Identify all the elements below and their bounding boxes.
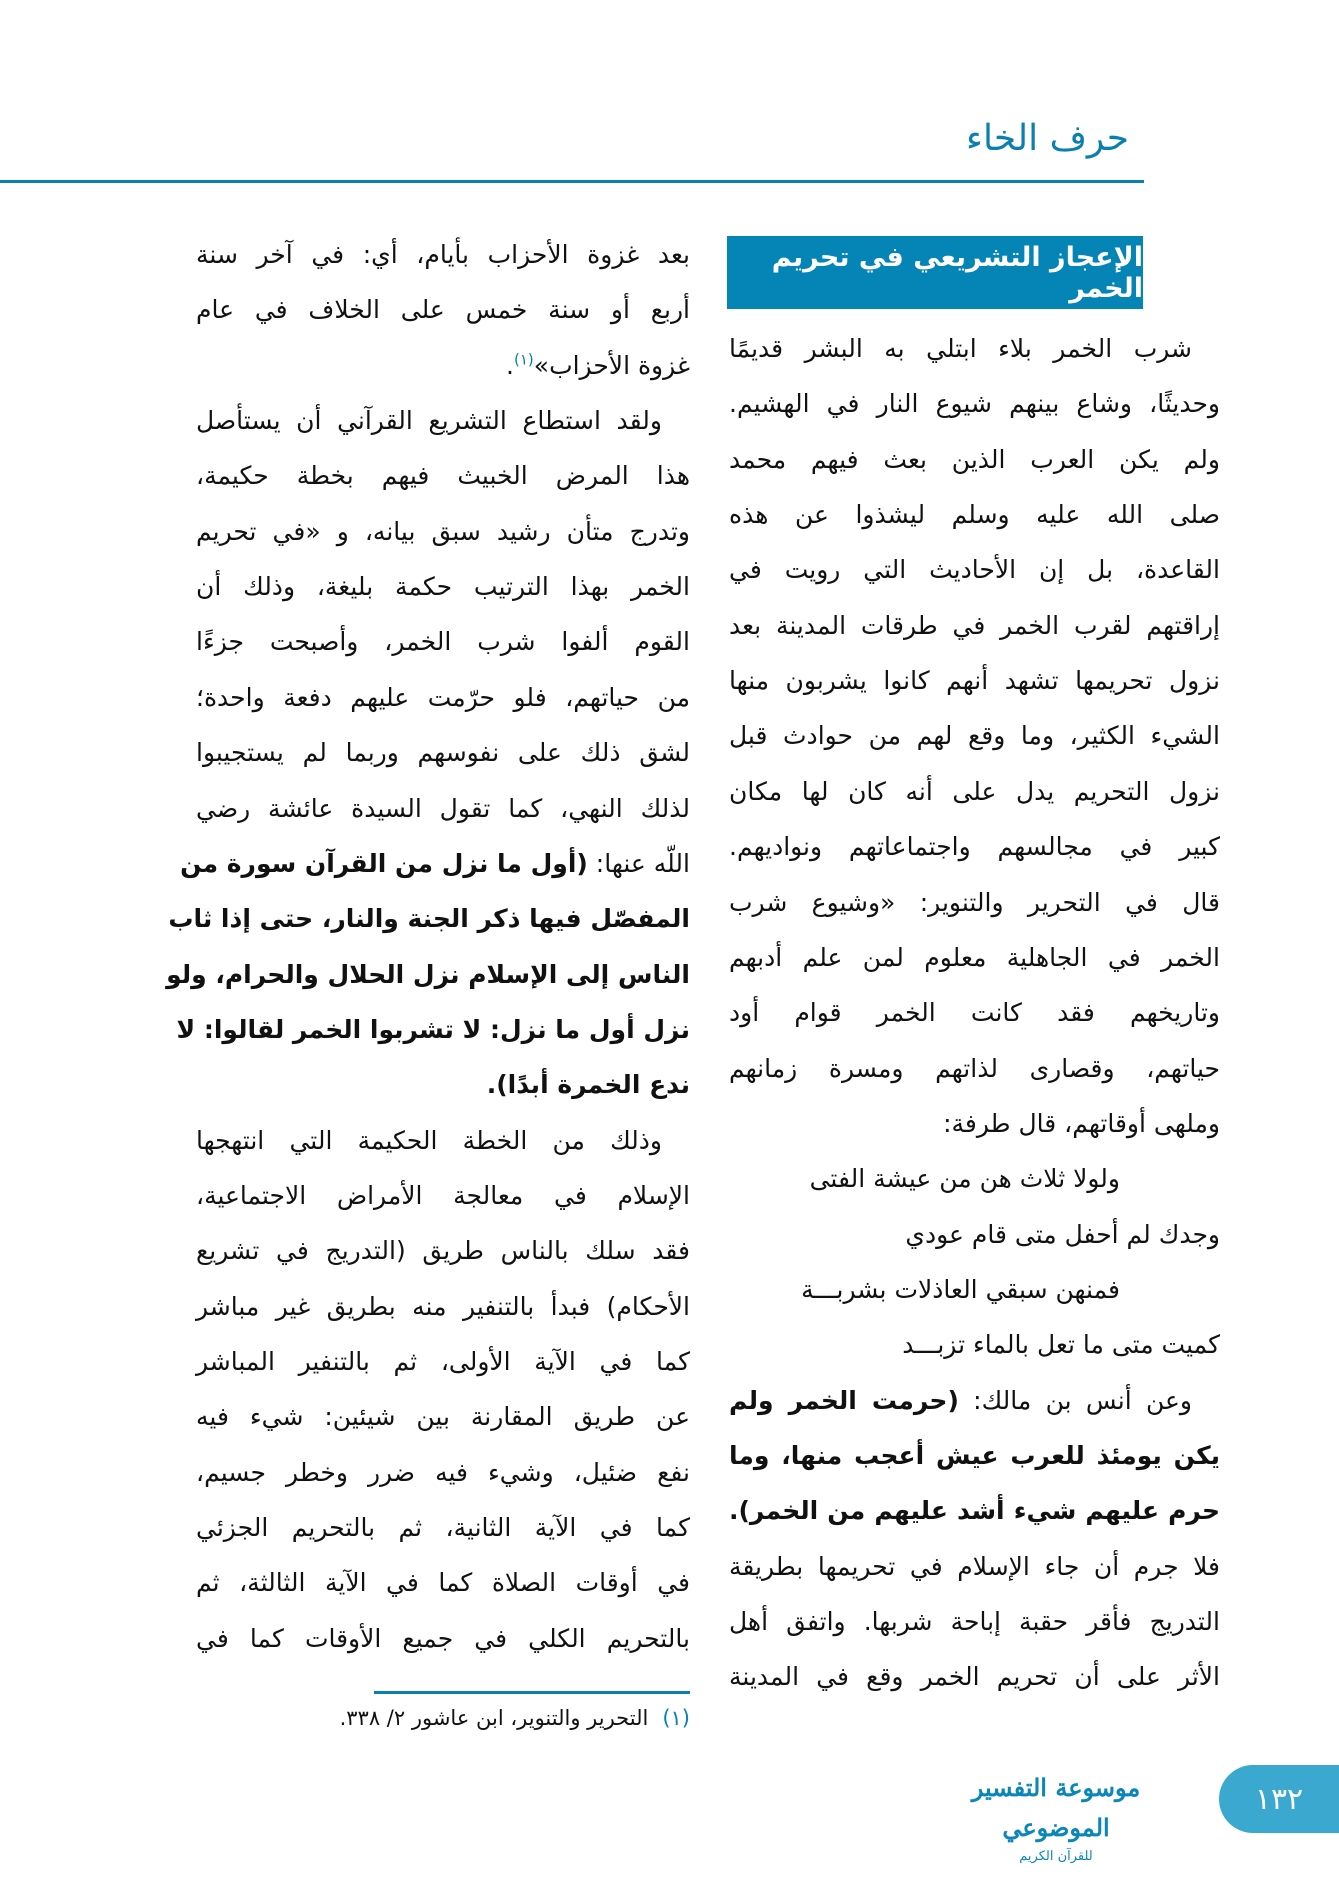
line-text: فلا جرم أن جاء الإسلام في تحريمها بطريقة xyxy=(729,1551,1220,1581)
line-text: كما في الآية الثانية، ثم بالتحريم الجزئي xyxy=(196,1513,690,1543)
text-line xyxy=(196,727,690,779)
text-line xyxy=(729,766,1220,818)
bold-quote-text: (أول ما نزل من القرآن سورة من xyxy=(180,848,588,878)
line-text: نزول تحريمها تشهد أنهم كانوا يشربون منها xyxy=(729,666,1220,696)
section-title: حرف الخاء xyxy=(966,118,1129,159)
footnote-rule xyxy=(374,1691,690,1694)
bold-quote-text: ندع الخمرة أبدًا). xyxy=(486,1070,690,1100)
footnote-number: (١) xyxy=(662,1706,690,1730)
text-line xyxy=(729,932,1220,984)
line-text: عن طريق المقارنة بين شيئين: شيء فيه xyxy=(196,1402,690,1432)
line-text: بالتحريم الكلي في جميع الأوقات كما في xyxy=(196,1623,690,1653)
line-text: هذا المرض الخبيث فيهم بخطة حكيمة، xyxy=(196,461,690,491)
text-line xyxy=(729,1209,1220,1261)
line-text: الشيء الكثير، وما وقع لهم من حوادث قبل xyxy=(729,721,1220,751)
text-line xyxy=(180,838,690,890)
text-line xyxy=(729,710,1220,762)
line-text: نزول التحريم يدل على أنه كان لها مكان xyxy=(729,776,1220,806)
text-line xyxy=(196,506,690,558)
text-line xyxy=(196,672,690,724)
text-line xyxy=(729,378,1220,430)
line-text: قال في التحرير والتنوير: «وشيوع شرب xyxy=(729,887,1220,917)
bold-quote-text: يكن يومئذ للعرب عيش أعجب منها، وما xyxy=(729,1441,1220,1470)
text-line xyxy=(196,340,690,392)
line-text: الخمر بهذا الترتيب حكمة بليغة، وذلك أن xyxy=(196,572,690,602)
text-line xyxy=(196,1059,690,1111)
text-line xyxy=(729,1541,1220,1593)
line-text: نفع ضئيل، وشيء فيه ضرر وخطر جسيم، xyxy=(196,1457,690,1487)
logo-title: موسوعة التفسير الموضوعي xyxy=(971,1773,1141,1842)
text-line xyxy=(729,1264,1220,1316)
page-number: ١٣٢ xyxy=(1219,1765,1339,1833)
text-line xyxy=(729,1043,1220,1095)
line-text: لذلك النهي، كما تقول السيدة عائشة رضي xyxy=(196,793,690,823)
line-text: التدريج فأقر حقبة إباحة شربها. واتفق أهل xyxy=(729,1607,1220,1637)
line-text: وجدك لم أحفل متى قام عودي xyxy=(905,1219,1220,1249)
bold-quote-text: المفصّل فيها ذكر الجنة والنار، حتى إذا ثاب xyxy=(168,904,690,934)
text-line xyxy=(196,1502,690,1554)
text-line xyxy=(196,1391,690,1443)
line-text: وملهى أوقاتهم، قال طرفة: xyxy=(943,1108,1220,1138)
text-line xyxy=(729,1485,1220,1537)
line-text: في أوقات الصلاة كما في الآية الثالثة، ثم xyxy=(196,1568,690,1598)
text-line xyxy=(196,1447,690,1499)
line-text: وحديثًا، وشاع بينهم شيوع النار في الهشيم. xyxy=(729,389,1220,419)
line-text: الخمر في الجاهلية معلوم لمن علم أدبهم xyxy=(729,942,1220,972)
line-text: غزوة الأحزاب» xyxy=(533,350,690,380)
line-text: القاعدة، بل إن الأحاديث التي رويت في xyxy=(729,555,1220,585)
text-line xyxy=(729,434,1220,486)
text-line xyxy=(729,1651,1220,1703)
text-line xyxy=(196,1281,690,1333)
text-line xyxy=(729,1153,1220,1205)
text-line xyxy=(196,395,690,447)
text-line xyxy=(196,1557,690,1609)
text-line xyxy=(729,1098,1220,1150)
text-line xyxy=(729,1375,1220,1427)
text-line xyxy=(168,893,690,945)
line-text: صلى الله عليه وسلم ليشذوا عن هذه xyxy=(729,500,1220,530)
text-line xyxy=(196,229,690,281)
text-line xyxy=(196,450,690,502)
line-text: حياتهم، وقصارى لذاتهم ومسرة زمانهم xyxy=(729,1053,1220,1083)
text-line xyxy=(196,1115,690,1167)
bold-quote-text: حرم عليهم شيء أشد عليهم من الخمر). xyxy=(729,1496,1220,1526)
text-line xyxy=(166,949,690,1001)
line-text: أربع أو سنة خمس على الخلاف في عام xyxy=(196,295,690,325)
footnote-marker: (١) xyxy=(514,350,534,369)
bold-quote-text: الناس إلى الإسلام نزل الحلال والحرام، ولو xyxy=(166,959,690,989)
article-heading: الإعجاز التشريعي في تحريم الخمر xyxy=(727,236,1143,309)
line-text: فمنهن سبقي العاذلات بشربـــة xyxy=(801,1274,1120,1304)
line-text: . xyxy=(506,350,514,380)
line-text: الأثر على أن تحريم الخمر وقع في المدينة xyxy=(729,1662,1220,1692)
footnote-text: التحرير والتنوير، ابن عاشور ٢/ ٣٣٨. xyxy=(339,1706,649,1730)
text-line xyxy=(729,877,1220,929)
line-text: إراقتهم لقرب الخمر في طرقات المدينة بعد xyxy=(729,610,1220,640)
line-text: فقد سلك بالناس طريق (التدريج في تشريع xyxy=(196,1236,690,1266)
line-text: وذلك من الخطة الحكيمة التي انتهجها xyxy=(196,1125,662,1155)
line-text: شرب الخمر بلاء ابتلي به البشر قديمًا xyxy=(729,334,1192,363)
header-rule xyxy=(0,180,1144,183)
line-text: ولقد استطاع التشريع القرآني أن يستأصل xyxy=(196,406,662,436)
text-line xyxy=(729,1596,1220,1648)
text-line xyxy=(729,489,1220,541)
text-line xyxy=(196,1336,690,1388)
text-line xyxy=(196,561,690,613)
line-text: وتاريخهم فقد كانت الخمر قوام أود xyxy=(729,998,1220,1028)
bold-quote-text: (حرمت الخمر ولم xyxy=(729,1385,959,1415)
line-text: من حياتهم، فلو حرّمت عليهم دفعة واحدة؛ xyxy=(196,682,690,712)
text-line xyxy=(196,1170,690,1222)
line-text: بعد غزوة الأحزاب بأيام، أي: في آخر سنة xyxy=(196,240,690,269)
text-line xyxy=(729,987,1220,1039)
text-line xyxy=(196,284,690,336)
text-line xyxy=(729,1319,1220,1371)
bold-quote-text: نزل أول ما نزل: لا تشربوا الخمر لقالوا: لا xyxy=(176,1014,690,1044)
text-line xyxy=(729,600,1220,652)
line-text: الأحكام) فبدأ بالتنفير منه بطريق غير مباشر xyxy=(196,1291,690,1321)
text-line xyxy=(729,323,1220,375)
footnote xyxy=(340,1706,690,1730)
line-text: ولولا ثلاث هن من عيشة الفتى xyxy=(809,1164,1120,1194)
line-text: لشق ذلك على نفوسهم وربما لم يستجيبوا xyxy=(196,738,690,768)
line-text: ولم يكن العرب الذين بعث فيهم محمد xyxy=(729,444,1220,474)
line-text: وعن أنس بن مالك: xyxy=(958,1385,1192,1415)
text-line xyxy=(196,1613,690,1665)
line-text: كميت متى ما تعل بالماء تزبـــد xyxy=(902,1330,1220,1360)
line-text: كبير في مجالسهم واجتماعاتهم ونواديهم. xyxy=(729,832,1220,862)
line-text: وتدرج متأن رشيد سبق بيانه، و «في تحريم xyxy=(196,516,690,546)
text-line xyxy=(196,616,690,668)
line-text: اللّه عنها: xyxy=(587,848,690,878)
text-line xyxy=(729,544,1220,596)
line-text: القوم ألفوا شرب الخمر، وأصبحت جزءًا xyxy=(196,627,690,657)
text-line xyxy=(196,1225,690,1277)
encyclopedia-logo xyxy=(930,1768,1182,1864)
text-line xyxy=(196,783,690,835)
text-line xyxy=(729,821,1220,873)
line-text: كما في الآية الأولى، ثم بالتنفير المباشر xyxy=(196,1347,690,1376)
text-line xyxy=(729,655,1220,707)
text-line xyxy=(729,1430,1220,1482)
line-text: الإسلام في معالجة الأمراض الاجتماعية، xyxy=(196,1180,690,1210)
text-line xyxy=(176,1004,690,1056)
logo-subtitle: للقرآن الكريم xyxy=(1019,1849,1093,1864)
